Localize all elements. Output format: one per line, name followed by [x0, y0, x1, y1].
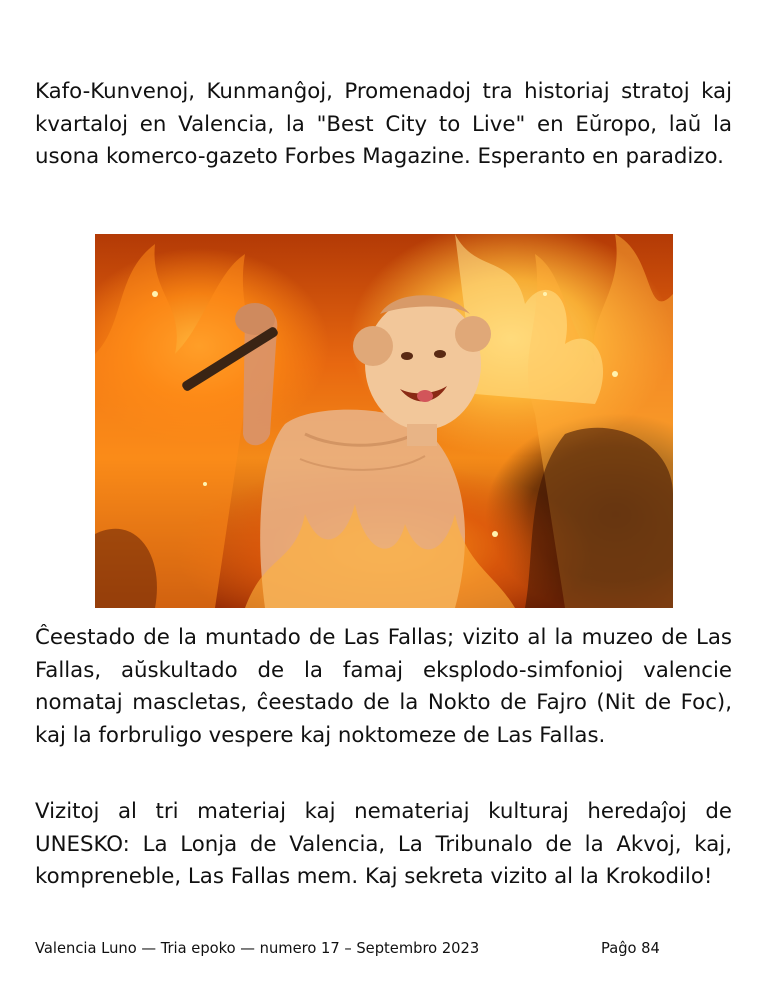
footer-page-number: Paĝo 84: [601, 940, 660, 957]
paragraph-unesco: Vizitoj al tri materiaj kaj nemateriaj kulturaj heredaĵoj de UNESKO: La Lonja de Valencia, La Tribunalo de la Akvoj, kaj, kompreneble, Las Fallas mem. Kaj sekreta vizito al la Krokodilo!: [35, 799, 732, 890]
burning-falla-photo: [95, 234, 673, 608]
footer-publication: Valencia Luno — Tria epoko — numero 17 – Septembro 2023: [35, 940, 480, 957]
paragraph-intro: Kafo-Kunvenoj, Kunmanĝoj, Promenadoj tra historiaj stratoj kaj kvartaloj en Valencia, la "Best City to Live" en Eŭropo, laŭ la usona komerco-gazeto Forbes Magazine. Esperanto en paradizo.: [35, 79, 732, 170]
paragraph-las-fallas: Ĉeestado de la muntado de Las Fallas; vizito al la muzeo de Las Fallas, aŭskultado de la famaj eksplodo-simfonioj valencie nomataj mascletas, ĉeestado de la Nokto de Fajro (Nit de Foc), kaj la forbruligo vespere kaj noktomeze de Las Fallas.: [35, 625, 732, 749]
